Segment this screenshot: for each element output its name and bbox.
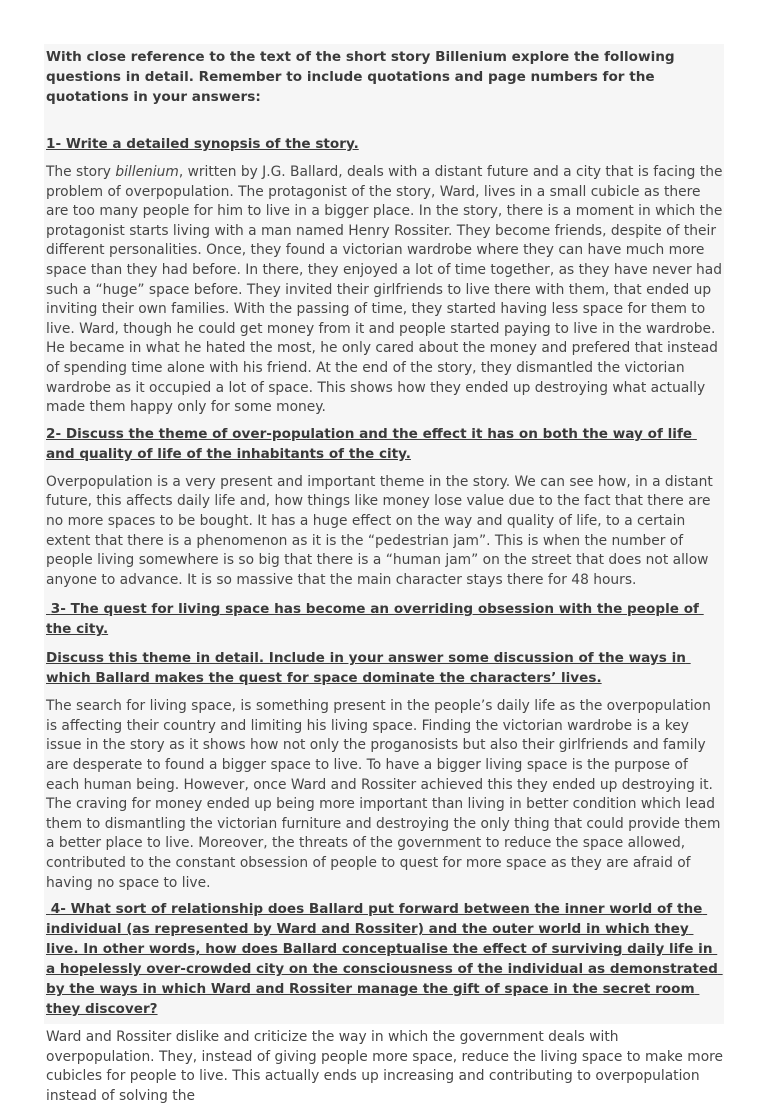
question-2-heading: 2- Discuss the theme of over-population and the effect it has on both the way of life and quality of life of the inhabitants of the city.: [46, 425, 697, 462]
story-title-italic: billenium: [115, 164, 179, 180]
question-2-answer: Overpopulation is a very present and important theme in the story. We can see how, in a distant future, this affects daily life and, how things like money lose value due to the fact that there are no more spaces to be bought. It has a huge effect on the way and quality of life, to a certain extent that there is a phenomenon as it is the “pedestrian jam”. This is when the number of people living somewhere is so big that there is a “human jam” on the street that does not allow anyone to advance. It is so massive that the main character stays there for 48 hours.: [46, 473, 713, 588]
question-4-heading: 4- What sort of relationship does Ballard put forward between the inner world of the individual (as represented by Ward and Rossiter) and the outer world in which they live. In other words, how does Ballard conceptualise the effect of surviving daily life in a hopelessly over-crowded city on the consciousness of the individual as demonstrated by the ways in which Ward and Rossiter manage the gift of space in the secret room they discover?: [46, 901, 723, 1018]
question-3-heading: 3- The quest for living space has become an overriding obsession with the people of the city.: [46, 601, 704, 638]
answer-text: , written by J.G. Ballard, deals with a distant future and a city that is facing the problem of overpopulation. The protagonist of the story, Ward, lives in a small cubicle as there are too many people for him to live in a bigger place. In the story, there is a moment in which the protagonist starts living with a man named Henry Rossiter. They become friends, despite of their different personalities. Once, they found a victorian wardrobe where they can have much more space than they had before. In there, they enjoyed a lot of time together, as they have never had such a “huge” space before. They invited their girlfriends to live there with them, that ended up inviting their own families. With the passing of time, they started having less space for them to live. Ward, though he could get money from it and people started paying to live in the wardrobe. He became in what he hated the most, he only cared about the money and prefered that instead of spending time alone with his friend. At the end of the story, they dismantled the victorian wardrobe as it occupied a lot of space. This shows how they ended up destroying what actually made them happy only for some money.: [46, 164, 723, 416]
question-1-answer: [46, 163, 724, 418]
question-4-answer: Ward and Rossiter dislike and criticize the way in which the government deals with overpopulation. They, instead of giving people more space, reduce the living space to make more cubicles for people to live. This actually ends up increasing and contributing to overpopulation instead of solving the: [46, 1029, 723, 1104]
question-3-answer: The search for living space, is something present in the people’s daily life as the overpopulation is affecting their country and limiting his living space. Finding the victorian wardrobe is a key issue in the story as it shows how not only the proganosists but also their girlfriends and family are desperate to found a bigger space to live. To have a bigger living space is the purpose of each human being. However, once Ward and Rossiter achieved this they ended up destroying it. The craving for money ended up being more important than living in better condition which lead them to dismantling the victorian furniture and destroying the only thing that could provide them a better place to live. Moreover, the threats of the government to reduce the space allowed, contributed to the constant obsession of people to quest for more space as they are afraid of having no space to live.: [46, 698, 721, 891]
document-page: [44, 44, 724, 1104]
answer-text: The story: [46, 164, 116, 180]
question-1-heading: 1- Write a detailed synopsis of the story.: [46, 136, 359, 152]
question-3-subheading: Discuss this theme in detail. Include in your answer some discussion of the ways in which Ballard makes the quest for space dominate the characters’ lives.: [46, 650, 691, 687]
assignment-instructions: With close reference to the text of the short story Billenium explore the following questions in detail. Remember to include quotations and page numbers for the quotations in your answers:: [46, 49, 675, 105]
